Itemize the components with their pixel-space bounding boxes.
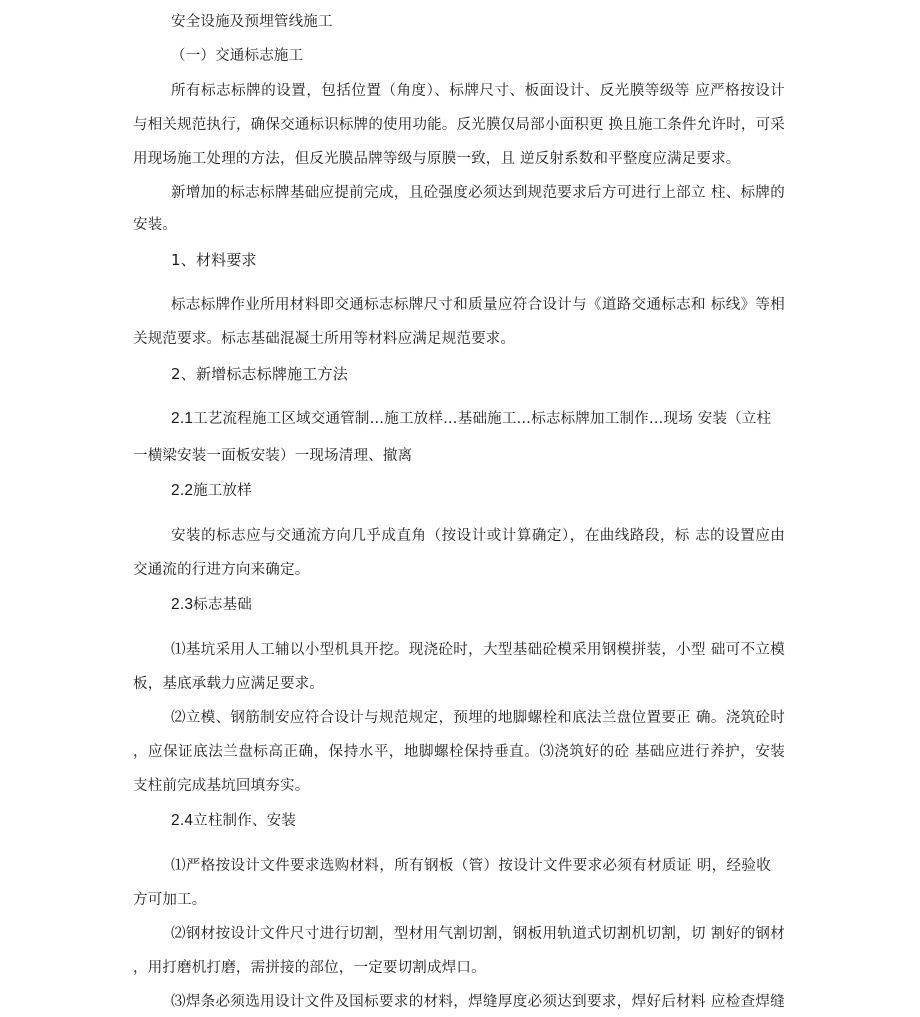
paragraph-4-line-1: 工艺流程施工区域交通管制…施工放样…基础施工…标志标牌加工制作…现场 安装（立柱 <box>193 411 772 427</box>
paragraph-9-line-2: ，用打磨机打磨，需拼接的部位，一定要切割成焊口。 <box>133 960 486 976</box>
paragraph-6-line-2: 板，基底承载力应满足要求。 <box>133 676 325 692</box>
section-number-2-4: 2.4 <box>171 812 194 829</box>
section-number-2-2: 2.2 <box>171 482 194 499</box>
section-number-2-3: 2.3 <box>171 596 194 613</box>
heading-2-4 <box>171 811 296 831</box>
paragraph-3-line-1: 标志标牌作业所用材料即交通标志标牌尺寸和质量应符合设计与《道路交通标志和 标线》等相 <box>171 297 785 313</box>
heading-2-2 <box>171 481 252 501</box>
paragraph-1-line-1: 所有标志标牌的设置，包括位置（角度）、标牌尺寸、板面设计、反光膜等级等 应严格按设计 <box>171 83 785 99</box>
paragraph-4-line-2: 一横梁安装一面板安装）一现场清理、撤离 <box>133 448 413 464</box>
paragraph-7-line-1: ⑵立模、钢筋制安应符合设计与规范规定，预埋的地脚螺栓和底法兰盘位置要正 确。浇筑砼时 <box>171 710 785 726</box>
paragraph-7-line-3: 支柱前完成基坑回填夯实。 <box>133 778 310 794</box>
heading-material-requirements: 1、材料要求 <box>171 251 257 269</box>
heading-2-3 <box>171 595 252 615</box>
paragraph-2-line-2: 安装。 <box>133 217 178 233</box>
paragraph-2-line-1: 新增加的标志标牌基础应提前完成，且砼强度必须达到规范要求后方可进行上部立 柱、标牌的 <box>171 185 785 201</box>
heading-new-sign-construction: 2、新增标志标牌施工方法 <box>171 365 348 383</box>
paragraph-5-line-2: 交通流的行进方向来确定。 <box>133 562 310 578</box>
paragraph-9-line-1: ⑵钢材按设计文件尺寸进行切割，型材用气割切割，钢板用轨道式切割机切割，切 割好的钢材 <box>171 926 785 942</box>
paragraph-2-1 <box>171 409 771 429</box>
paragraph-6-line-1: ⑴基坑采用人工辅以小型机具开挖。现浇砼时，大型基础砼模采用钢模拼装，小型 础可不立模 <box>171 642 785 658</box>
section-number-2-1: 2.1 <box>171 410 194 427</box>
paragraph-5-line-1: 安装的标志应与交通流方向几乎成直角（按设计或计算确定），在曲线路段，标 志的设置应由 <box>171 528 785 544</box>
heading-2-2-text: 施工放样 <box>193 483 252 499</box>
paragraph-8-line-2: 方可加工。 <box>133 892 207 908</box>
paragraph-1-line-3: 用现场施工处理的方法，但反光膜品牌等级与原膜一致，且 逆反射系数和平整度应满足要求。 <box>133 151 741 167</box>
section-heading-traffic-signs: （一）交通标志施工 <box>171 48 304 64</box>
paragraph-7-line-2: ，应保证底法兰盘标高正确，保持水平，地脚螺栓保持垂直。⑶浇筑好的砼 基础应进行养护，安装 <box>133 744 785 760</box>
document-title: 安全设施及预埋管线施工 <box>171 14 333 30</box>
paragraph-1-line-2: 与相关规范执行，确保交通标识标牌的使用功能。反光膜仅局部小面积更 换且施工条件允许时，可采 <box>133 117 785 133</box>
heading-2-3-text: 标志基础 <box>193 597 252 613</box>
paragraph-3-line-2: 关规范要求。标志基础混凝土所用等材料应满足规范要求。 <box>133 331 516 347</box>
paragraph-8-line-1: ⑴严格按设计文件要求选购材料，所有钢板（管）按设计文件要求必须有材质证 明，经验收 <box>171 858 771 874</box>
heading-2-4-text: 立柱制作、安装 <box>193 813 297 829</box>
paragraph-10-line-1: ⑶焊条必须选用设计文件及国标要求的材料，焊缝厚度必须达到要求，焊好后材料 应检查焊缝 <box>171 994 785 1010</box>
